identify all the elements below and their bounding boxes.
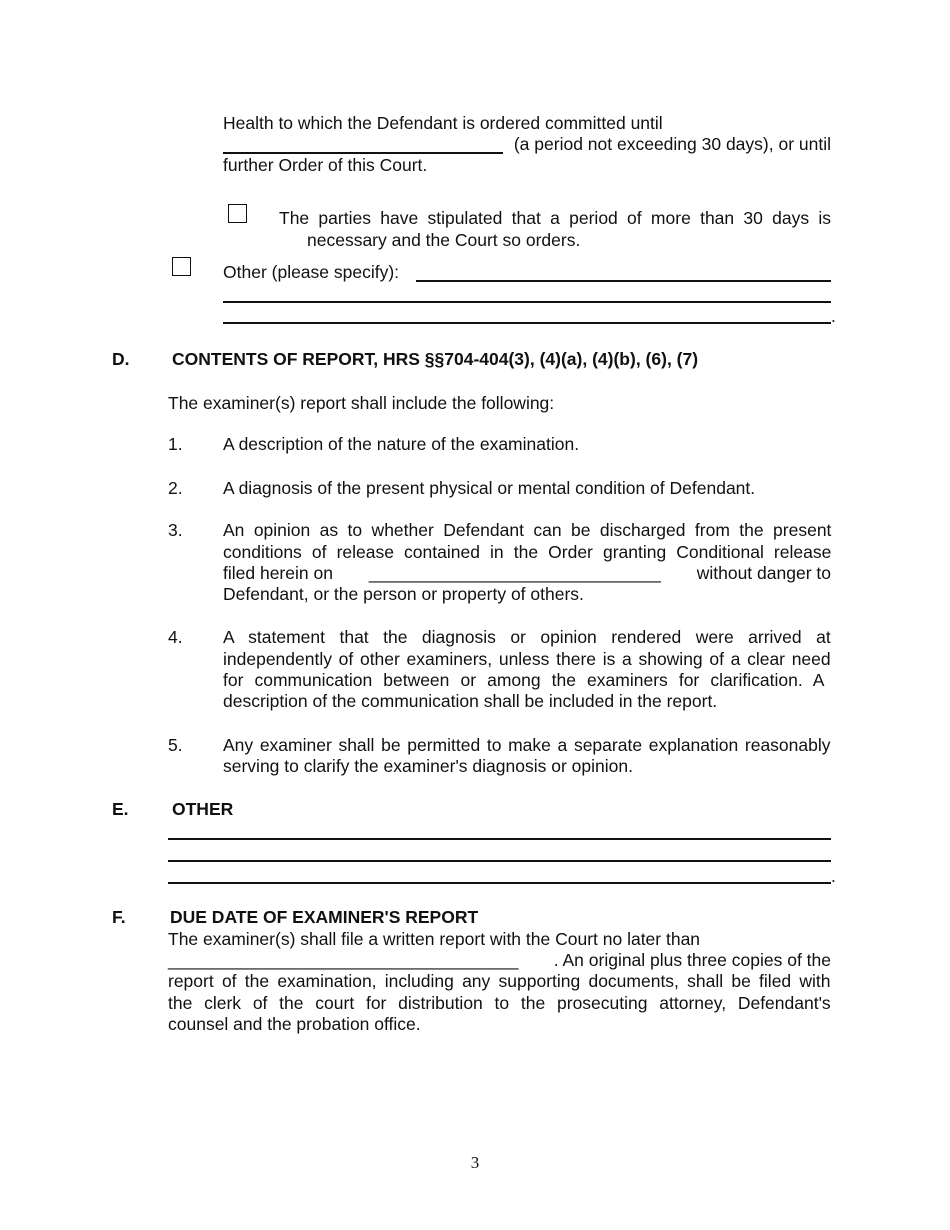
filed-date-line — [223, 563, 831, 584]
item-text: A description of the nature of the examination. — [223, 434, 580, 454]
due-date-text: The examiner(s) shall file a written report with the Court no later than — [168, 929, 701, 949]
section-f-letter: F. — [112, 907, 126, 927]
item-text-line — [223, 735, 831, 756]
item-text: serving to clarify the examiner's diagnosis or opinion. — [223, 756, 633, 776]
item-number: 1. — [168, 434, 183, 454]
section-d-letter: D. — [112, 349, 130, 369]
item-text: A diagnosis of the present physical or mental condition of Defendant. — [223, 478, 756, 498]
item-text-line — [223, 670, 831, 691]
item-text: Defendant, or the person or property of others. — [223, 584, 584, 604]
section-e-letter: E. — [112, 799, 129, 819]
due-date-line — [168, 950, 831, 971]
due-date-text: counsel and the probation office. — [168, 1014, 421, 1034]
due-date-field[interactable]: ____________________________________ — [168, 950, 519, 970]
stipulated-text-1: The parties have stipulated that a period of more than 30 days is — [279, 208, 832, 228]
item-number: 4. — [168, 627, 183, 647]
due-date-text-line — [168, 971, 831, 992]
without-danger-text: without danger to — [696, 563, 831, 583]
period-limit-text: (a period not exceeding 30 days), or until — [513, 134, 831, 154]
other-specify-line-1[interactable] — [416, 280, 831, 282]
other-specify-line-2[interactable] — [223, 301, 831, 303]
item-text: conditions of release contained in the Order granting Conditional release — [223, 542, 832, 562]
other-specify-checkbox[interactable] — [172, 257, 191, 276]
page-number: 3 — [470, 1153, 480, 1172]
section-d-intro: The examiner(s) report shall include the following: — [168, 393, 555, 413]
committed-until-date-field[interactable] — [223, 152, 503, 154]
item-text-line — [223, 627, 831, 648]
section-d-heading: CONTENTS OF REPORT, HRS §§704-404(3), (4)(a), (4)(b), (6), (7) — [172, 349, 699, 369]
item-text-line — [223, 649, 831, 670]
section-f-heading: DUE DATE OF EXAMINER'S REPORT — [170, 907, 479, 927]
due-date-text-line — [168, 993, 831, 1014]
further-order-text: further Order of this Court. — [223, 155, 428, 175]
committed-until-text: Health to which the Defendant is ordered committed until — [223, 113, 663, 133]
item-text: An opinion as to whether Defendant can be discharged from the present — [223, 520, 832, 540]
stipulated-line-1 — [279, 208, 831, 229]
due-date-text: report of the examination, including any supporting documents, shall be filed with — [168, 971, 831, 991]
item-text: A statement that the diagnosis or opinion rendered were arrived at — [223, 627, 831, 647]
item-number: 5. — [168, 735, 183, 755]
other-specify-period: . — [831, 306, 836, 326]
other-period: . — [831, 866, 836, 886]
stipulated-checkbox[interactable] — [228, 204, 247, 223]
item-text: description of the communication shall be included in the report. — [223, 691, 718, 711]
item-text: Any examiner shall be permitted to make a separate explanation reasonably — [223, 735, 831, 755]
other-line-2[interactable] — [168, 860, 831, 862]
item-number: 2. — [168, 478, 183, 498]
item-text-line — [223, 542, 831, 563]
other-specify-line-3[interactable] — [223, 322, 831, 324]
original-copies-text: . An original plus three copies of the — [553, 950, 831, 970]
other-line-1[interactable] — [168, 838, 831, 840]
other-line-3[interactable] — [168, 882, 831, 884]
filed-herein-label: filed herein on — [223, 563, 333, 583]
item-text: for communication between or among the examiners for clarification. A — [223, 670, 825, 690]
due-date-text: the clerk of the court for distribution to the prosecuting attorney, Defendant's — [168, 993, 831, 1013]
stipulated-line-2: necessary and the Court so orders. — [307, 230, 581, 250]
section-e-heading: OTHER — [172, 799, 234, 819]
filed-date-field[interactable]: ______________________________ — [368, 563, 661, 583]
item-text: independently of other examiners, unless there is a showing of a clear need — [223, 649, 831, 669]
other-specify-label: Other (please specify): — [223, 262, 400, 282]
item-text-line — [223, 520, 831, 541]
item-number: 3. — [168, 520, 183, 540]
